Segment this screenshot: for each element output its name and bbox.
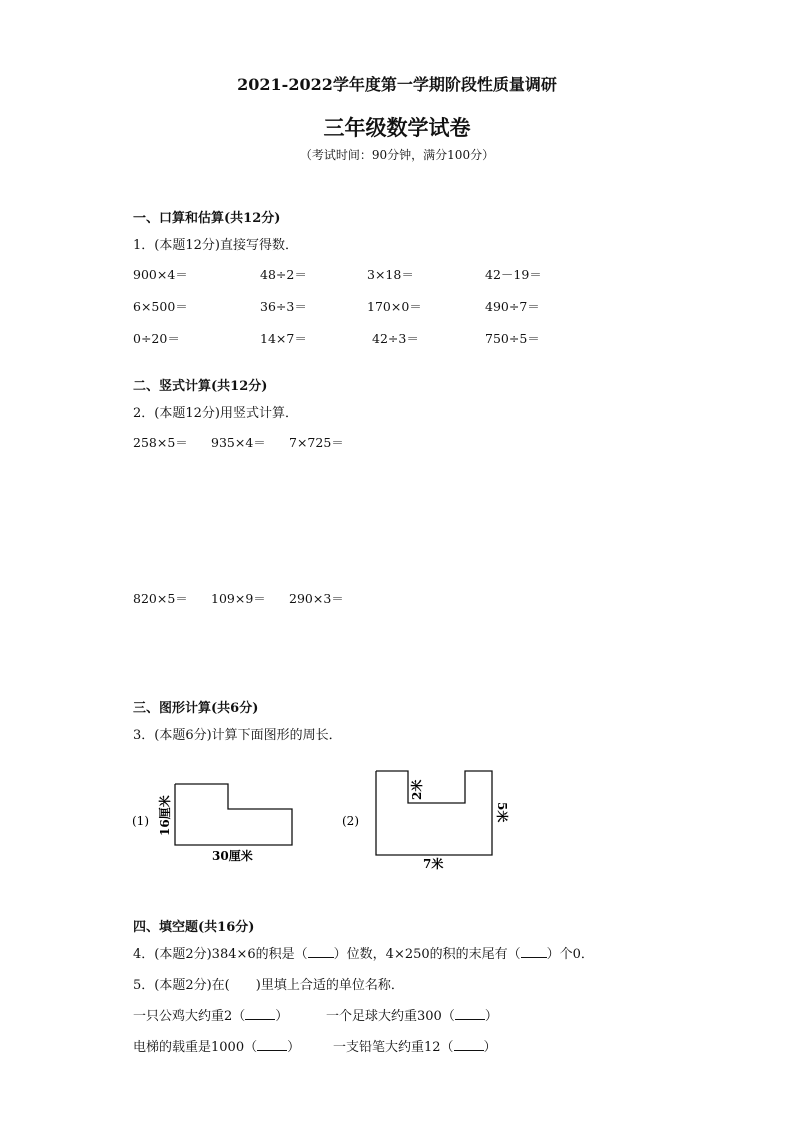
vertical-calc-item: 7×725＝ [289, 435, 344, 450]
question-2: 2．(本题12分)用竖式计算． [133, 406, 298, 421]
question-1: 1．(本题12分)直接写得数． [133, 238, 298, 253]
exam-title: 2021-2022学年度第一学期阶段性质量调研 [237, 75, 557, 94]
figure-2-shape [376, 771, 492, 855]
answer-blank[interactable] [257, 1038, 287, 1051]
unit-item-text: 电梯的载重是1000（ [133, 1040, 258, 1055]
section-1-heading: 一、口算和估算(共12分) [133, 211, 281, 226]
question-4-part-a: 4．(本题2分)384×6的积是（ [133, 947, 308, 962]
oral-calc-item: 36÷3＝ [260, 299, 307, 314]
oral-calc-item: 48÷2＝ [260, 267, 307, 282]
answer-blank[interactable] [454, 1038, 484, 1051]
vertical-calc-item: 258×5＝ [133, 435, 188, 450]
unit-item-text: 一个足球大约重300（ [326, 1009, 455, 1024]
figure-2-side-label: 5米 [495, 802, 509, 823]
figure-1-width-label: 30厘米 [212, 849, 253, 863]
oral-calc-item: 490÷7＝ [485, 299, 540, 314]
figure-2-notch-label: 2米 [410, 779, 424, 800]
answer-blank[interactable] [521, 945, 547, 958]
oral-calc-item: 900×4＝ [133, 267, 188, 282]
figure-1-label: (1) [132, 814, 149, 828]
figure-2-label: (2) [342, 814, 359, 828]
section-4-heading: 四、填空题(共16分) [133, 920, 255, 935]
question-4-part-b: ）位数，4×250的积的末尾有（ [333, 947, 521, 962]
exam-info: （考试时间：90分钟，满分100分） [299, 148, 495, 162]
unit-item-text: 一支铅笔大约重12（ [333, 1040, 454, 1055]
question-3: 3．(本题6分)计算下面图形的周长． [133, 728, 342, 743]
section-2-heading: 二、竖式计算(共12分) [133, 379, 268, 394]
question-5: 5．(本题2分)在( )里填上合适的单位名称． [133, 978, 404, 993]
figure-1-shape [175, 784, 292, 845]
oral-calc-item: 42－19＝ [485, 267, 542, 282]
vertical-calc-item: 109×9＝ [211, 591, 266, 606]
vertical-calc-item: 820×5＝ [133, 591, 188, 606]
answer-blank[interactable] [245, 1007, 275, 1020]
unit-item-close: ） [275, 1009, 289, 1024]
answer-blank[interactable] [308, 945, 334, 958]
figure-2-bottom-label: 7米 [423, 857, 444, 871]
oral-calc-item: 170×0＝ [367, 299, 422, 314]
oral-calc-item: 3×18＝ [367, 267, 414, 282]
oral-calc-item: 0÷20＝ [133, 331, 180, 346]
unit-item-text: 一只公鸡大约重2（ [133, 1009, 246, 1024]
oral-calc-item: 6×500＝ [133, 299, 188, 314]
unit-item [133, 1005, 288, 1024]
figure-1-height-label: 16厘米 [158, 795, 172, 836]
unit-item [326, 1005, 498, 1024]
oral-calc-item: 750÷5＝ [485, 331, 540, 346]
unit-item-close: ） [287, 1040, 301, 1055]
unit-item-close: ） [484, 1009, 498, 1024]
unit-item [133, 1036, 300, 1055]
vertical-calc-item: 290×3＝ [289, 591, 344, 606]
unit-item-close: ） [483, 1040, 497, 1055]
section-3-heading: 三、图形计算(共6分) [133, 701, 259, 716]
oral-calc-item: 42÷3＝ [372, 331, 419, 346]
oral-calc-item: 14×7＝ [260, 331, 307, 346]
answer-blank[interactable] [455, 1007, 485, 1020]
exam-subtitle: 三年级数学试卷 [323, 115, 471, 140]
vertical-calc-item: 935×4＝ [211, 435, 266, 450]
unit-item [333, 1036, 497, 1055]
question-4-part-c: ）个0． [546, 947, 594, 962]
question-4 [133, 943, 594, 962]
